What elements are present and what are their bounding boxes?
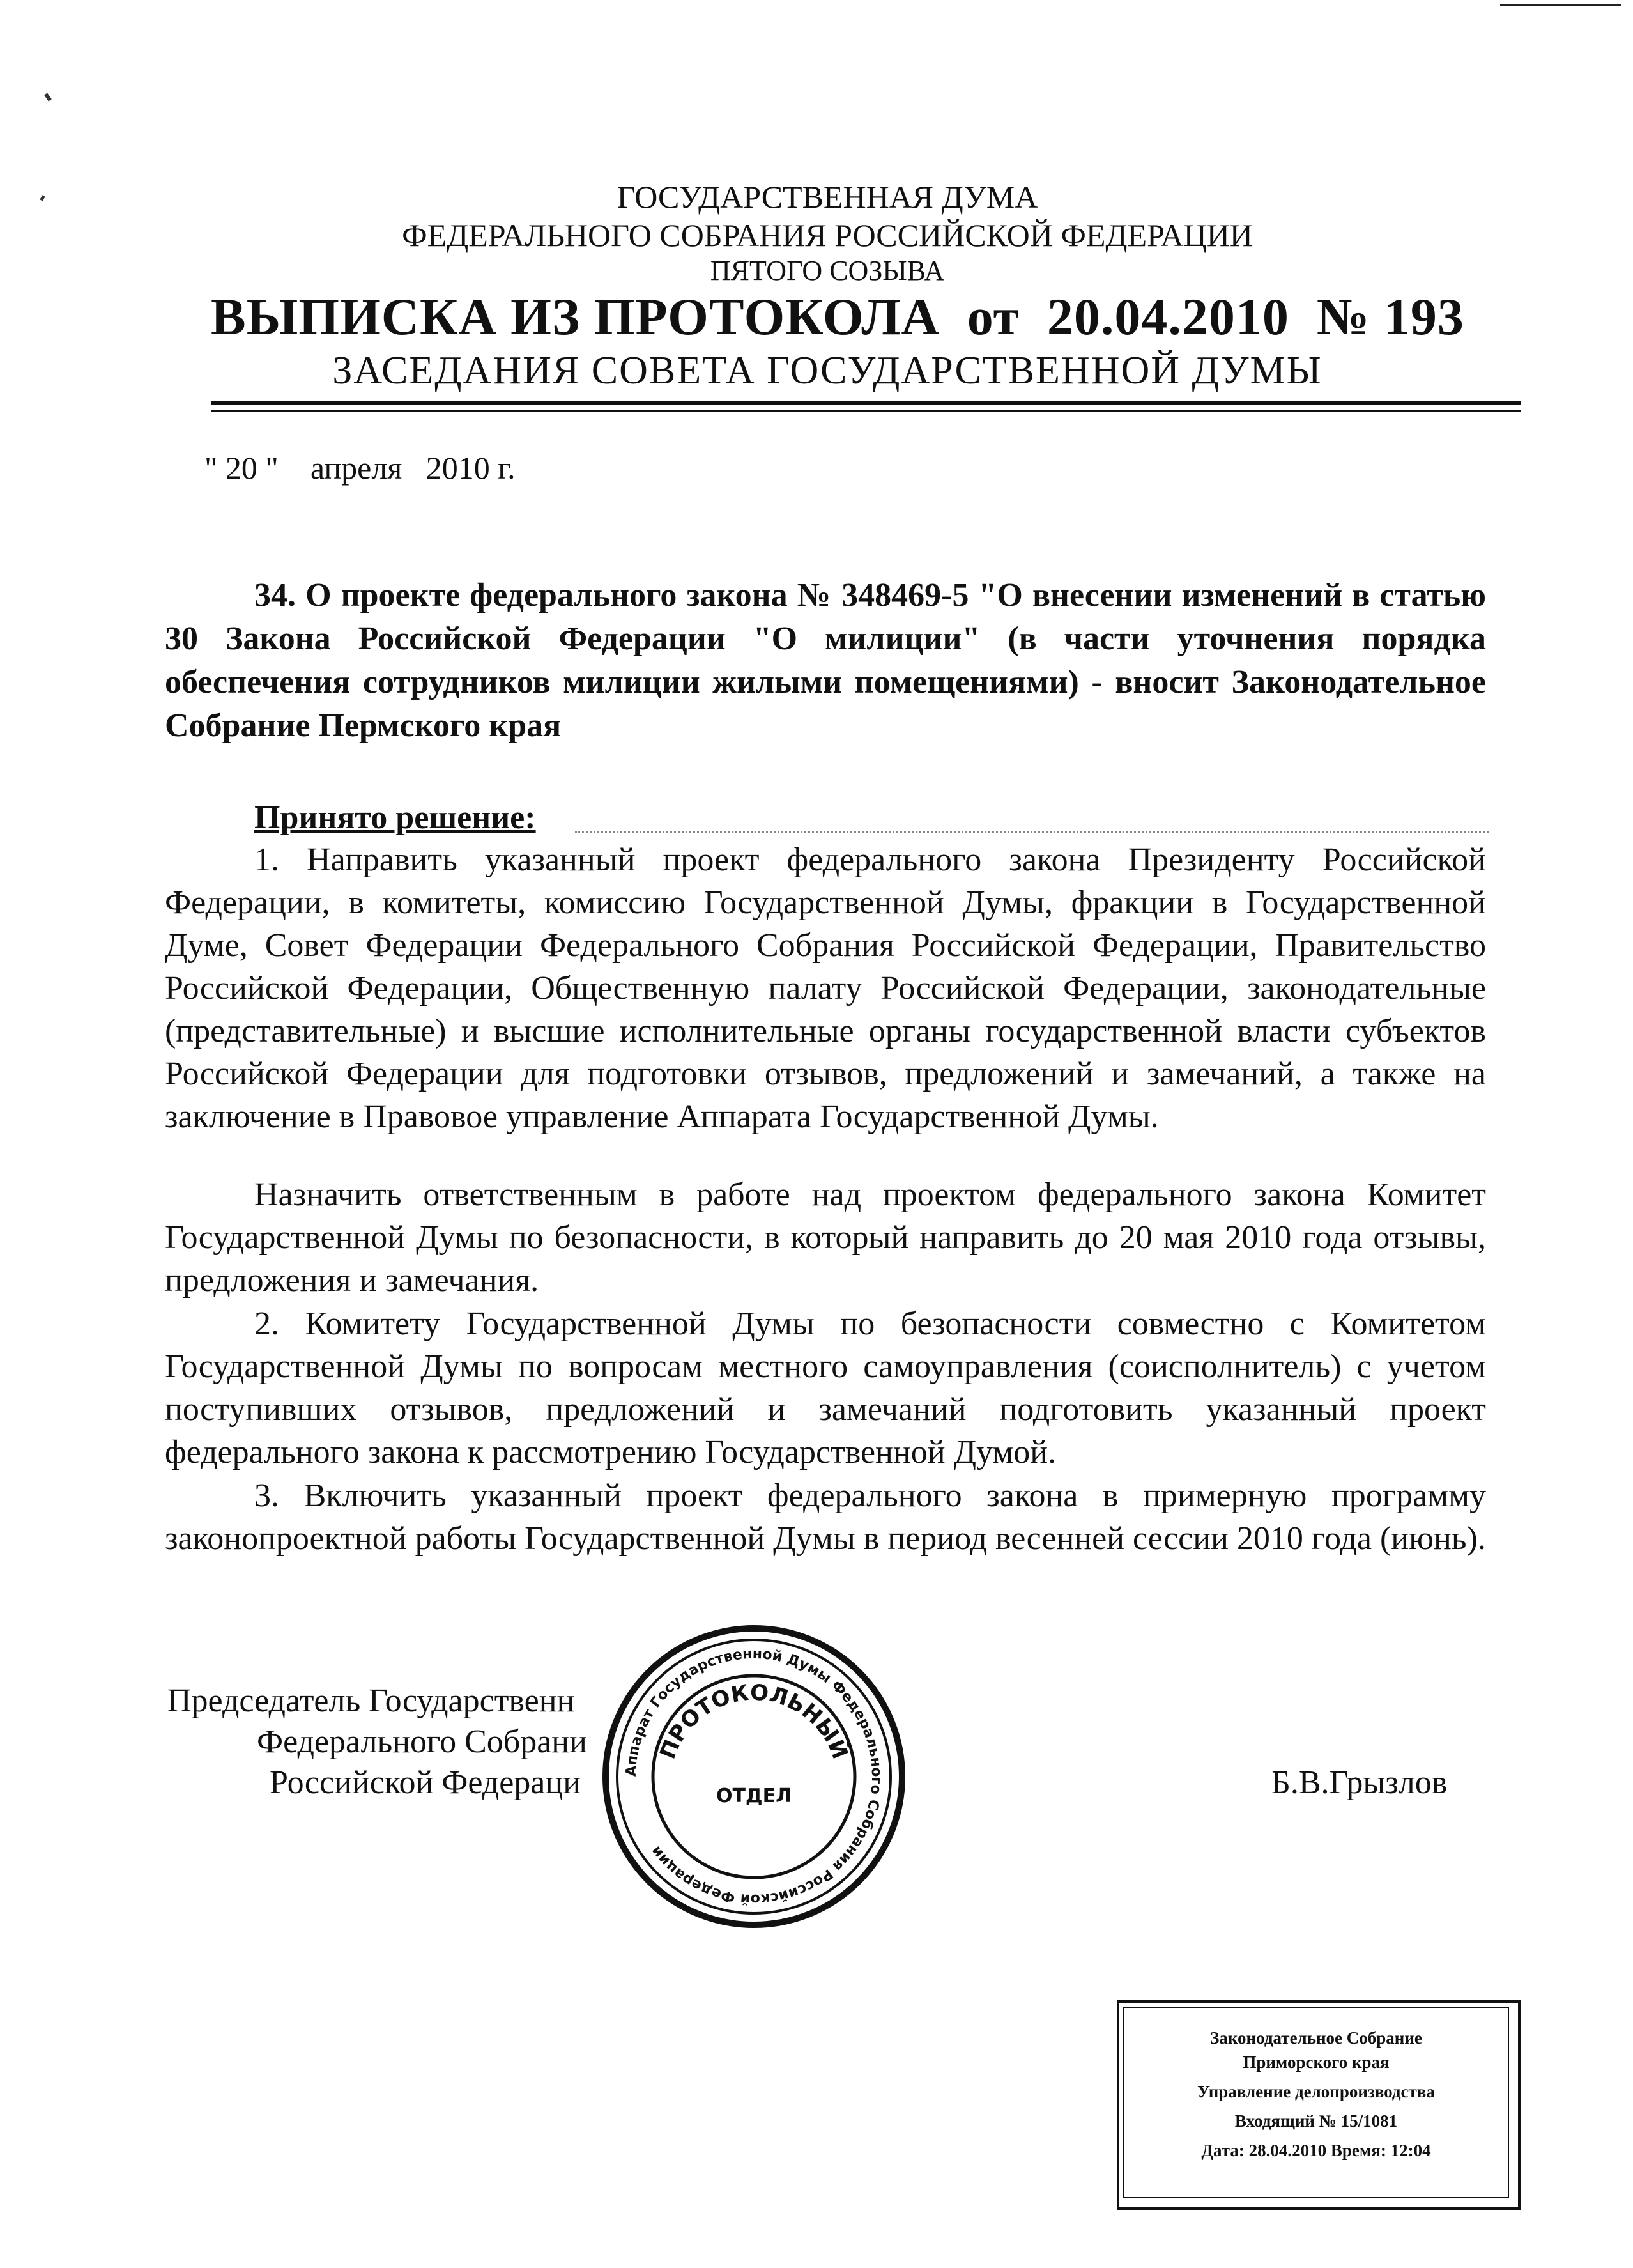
agenda-item-body: О проекте федерального закона № 348469-5 "О внесении изменений в статью 30 Закона Российской Федерации "О милиции" (в части уточнения порядка обеспечения сотрудников милиции жилыми помещениями) - вносит Законодательное Собрание Пермского края	[165, 577, 1487, 744]
registration-stamp	[1123, 2007, 1509, 2198]
decision-paragraph-3: 3. Включить указанный проект федерального закона в примерную программу законопроектной работы Государственной Думы в период весенней сессии 2010 года (июнь).	[165, 1477, 1486, 1557]
decision-heading: Принято решение:	[254, 799, 536, 836]
stamp-line-department: Управление делопроизводства	[1197, 2082, 1435, 2101]
dotted-divider	[575, 831, 1489, 833]
stamp-line-region: Приморского края	[1243, 2053, 1390, 2072]
seal-ring-text: Аппарат Государственной Думы Федерального Собрания Российской Федерации	[623, 1646, 885, 1908]
scan-mark	[40, 195, 45, 201]
scan-edge-line	[1500, 4, 1621, 6]
signer-title-line2: Федерального Собрани	[257, 1724, 587, 1760]
agenda-item	[165, 574, 1486, 748]
org-name-line2: ФЕДЕРАЛЬНОГО СОБРАНИЯ РОССИЙСКОЙ ФЕДЕРАЦИИ	[402, 217, 1253, 253]
signer-name: Б.В.Грызлов	[1271, 1764, 1448, 1801]
scan-mark	[44, 93, 52, 101]
stamp-line-incoming-number: Входящий № 15/1081	[1234, 2111, 1398, 2131]
meeting-date: " 20 " апреля 2010 г.	[204, 450, 516, 486]
decision-paragraph-responsible: Назначить ответственным в работе над проектом федерального закона Комитет Государственной Думы по безопасности, в который направить до 20 мая 2010 года отзывы, предложения и замечания.	[165, 1176, 1486, 1299]
document-title: ВЫПИСКА ИЗ ПРОТОКОЛА от 20.04.2010 № 193	[211, 288, 1464, 346]
official-seal	[601, 1623, 907, 1930]
decision-paragraph-1: 1. Направить указанный проект федерального закона Президенту Российской Федерации, в комитеты, комиссию Государственной Думы, фракции в Государственной Думе, Совет Федерации Федерального Собрания Российской Федерации, Правительство Российской Федерации, Общественную палату Российской Федерации, законодательные (представительные) и высшие исполнительные органы государственной власти субъектов Российской Федерации для подготовки отзывов, предложений и замечаний, а также на заключение в Правовое управление Аппарата Государственной Думы.	[165, 842, 1486, 1135]
signature-block	[167, 1681, 587, 1803]
header-rule-thick	[211, 401, 1521, 405]
header-rule-thin	[211, 410, 1521, 412]
document-subtitle: ЗАСЕДАНИЯ СОВЕТА ГОСУДАРСТВЕННОЙ ДУМЫ	[332, 349, 1322, 392]
decision-paragraph-2: 2. Комитету Государственной Думы по безопасности совместно с Комитетом Государственной Думы по вопросам местного самоуправления (соисполнитель) с учетом поступивших отзывов, предложений и замечаний подготовить указанный проект федерального закона к рассмотрению Государственной Думой.	[165, 1306, 1486, 1470]
stamp-line-datetime: Дата: 28.04.2010 Время: 12:04	[1201, 2141, 1431, 2160]
agenda-item-text	[165, 574, 1486, 748]
signer-title-line3: Российской Федераци	[270, 1764, 581, 1801]
signer-title-line1: Председатель Государственн	[167, 1683, 575, 1719]
org-name-line1: ГОСУДАРСТВЕННАЯ ДУМА	[617, 179, 1038, 215]
seal-center-bottom: ОТДЕЛ	[716, 1785, 792, 1807]
convocation: ПЯТОГО СОЗЫВА	[710, 255, 945, 286]
stamp-line-org: Законодательное Собрание	[1210, 2028, 1422, 2048]
agenda-item-number: 34.	[254, 577, 296, 613]
seal-center-top: ПРОТОКОЛЬНЫЙ	[655, 1679, 853, 1763]
